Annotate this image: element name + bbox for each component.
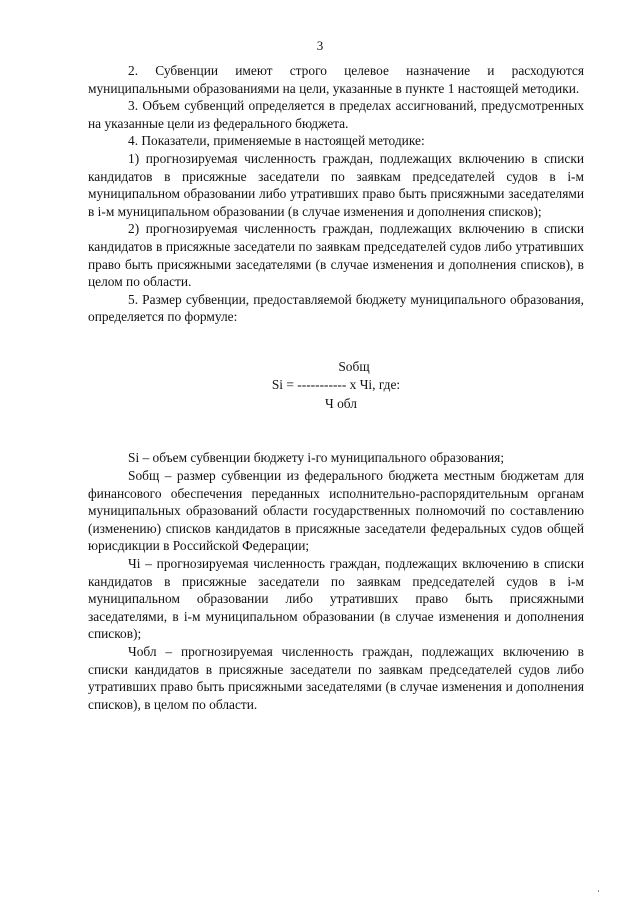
definition-chi: Чi – прогнозируемая численность граждан, подлежащих включению в списки кандидатов в присяжные заседатели по заявкам председателей судов в i-м муниципальном образовании либо утративших право быть присяжными заседателями, в i-м муниципальном образовании (в случае изменения и дополнения списков); bbox=[88, 555, 584, 642]
document-body bbox=[88, 62, 584, 713]
definition-ch-oblast: Чобл – прогнозируемая численность граждан, подлежащих включению в списки кандидатов в присяжные заседатели по заявкам председателей судов либо утративших право быть присяжными заседателями (в случае изменения и дополнения списков), в целом по области. bbox=[88, 643, 584, 712]
paragraph-subvention-purpose: 2. Субвенции имеют строго целевое назначение и расходуются муниципальными образованиями на цели, указанные в пункте 1 настоящей методики. bbox=[88, 63, 584, 96]
formula-denominator: Ч обл bbox=[325, 395, 357, 411]
paragraph-subvention-volume: 3. Объем субвенций определяется в пределах ассигнований, предусмотренных на указанные цели из федерального бюджета. bbox=[88, 98, 584, 131]
definition-s-total: Sобщ – размер субвенции из федерального бюджета местным бюджетам для финансового обеспечения переданных исполнительно-распорядительным органам муниципальных образований области государственных полномочий по составлению (изменению) списков кандидатов в присяжные заседатели федеральных судов общей юрисдикции в Российской Федерации; bbox=[88, 468, 584, 554]
definition-si: Si – объем субвенции бюджету i-го муниципального образования; bbox=[128, 450, 505, 466]
paragraph-indicator-1: 1) прогнозируемая численность граждан, подлежащих включению в списки кандидатов в присяжные заседатели по заявкам председателей судов в i-м муниципальном образовании либо утративших право быть присяжными заседателями в i-м муниципальном образовании (в случае изменения и дополнения списков); bbox=[88, 150, 584, 219]
scan-mark bbox=[598, 890, 599, 892]
paragraph-indicators-heading: 4. Показатели, применяемые в настоящей методике: bbox=[128, 133, 425, 149]
page-number: 3 bbox=[316, 38, 324, 53]
paragraph-indicator-2: 2) прогнозируемая численность граждан, подлежащих включению в списки кандидатов в присяжные заседатели по заявкам председателей судов либо утративших право быть присяжными заседателями (в случае изменения и дополнения списков), в целом по области. bbox=[88, 221, 584, 290]
paragraph-formula-intro: 5. Размер субвенции, предоставляемой бюджету муниципального образования, определяется по формуле: bbox=[88, 291, 584, 325]
formula-main-line: Si = ----------- х Чi, где: bbox=[271, 377, 401, 393]
formula-numerator: Sобщ bbox=[338, 358, 370, 374]
formula-block bbox=[88, 326, 584, 450]
